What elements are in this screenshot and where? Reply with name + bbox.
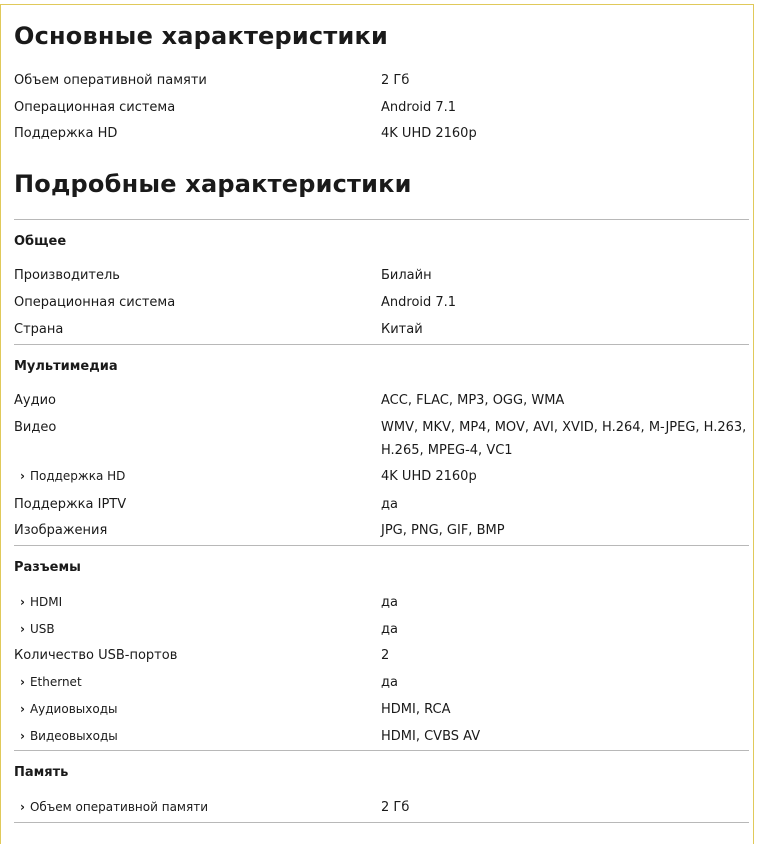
spec-label-expandable[interactable]: › Ethernet: [14, 671, 82, 694]
spec-value: да: [381, 675, 398, 690]
spec-label-expandable[interactable]: › HDMI: [14, 591, 62, 614]
spec-label: Изображения: [14, 523, 108, 538]
spec-label-expandable[interactable]: › Объем оперативной памяти: [14, 796, 208, 819]
spec-value: Android 7.1: [381, 100, 457, 115]
spec-label: Страна: [14, 322, 64, 337]
spec-value: Билайн: [381, 268, 432, 283]
spec-value: 2: [381, 648, 390, 663]
spec-value: 2 Гб: [381, 73, 410, 88]
spec-value: JPG, PNG, GIF, BMP: [381, 523, 505, 538]
spec-label: Поддержка HD: [14, 126, 118, 141]
section-divider: [14, 545, 749, 546]
spec-value: да: [381, 622, 398, 637]
section-title-general: Общее: [14, 234, 67, 249]
spec-value: Китай: [381, 322, 423, 337]
spec-label-expandable[interactable]: › Поддержка HD: [14, 465, 125, 488]
spec-label: Производитель: [14, 268, 120, 283]
spec-value: WMV, MKV, MP4, MOV, AVI, XVID, H.264, M-JPEG, H.263, H.265, MPEG-4, VC1: [381, 420, 747, 458]
section-divider: [14, 822, 749, 823]
spec-label: Операционная система: [14, 295, 176, 310]
spec-value: 2 Гб: [381, 800, 410, 815]
spec-value: 4K UHD 2160p: [381, 126, 477, 141]
spec-label: Видео: [14, 420, 57, 435]
spec-value: да: [381, 595, 398, 610]
spec-label-expandable[interactable]: › USB: [14, 618, 55, 641]
spec-label: Операционная система: [14, 100, 176, 115]
specs-panel: [0, 4, 754, 844]
section-divider: [14, 219, 749, 220]
section-divider: [14, 750, 749, 751]
spec-value: ACC, FLAC, MP3, OGG, WMA: [381, 393, 565, 408]
spec-label-expandable[interactable]: › Аудиовыходы: [14, 698, 117, 721]
spec-value: HDMI, RCA: [381, 702, 451, 717]
section-title-memory: Память: [14, 765, 69, 780]
section-title-connectors: Разъемы: [14, 560, 81, 575]
spec-value: Android 7.1: [381, 295, 457, 310]
spec-value: HDMI, CVBS AV: [381, 729, 481, 744]
main-specs-heading: Основные характеристики: [14, 22, 388, 50]
detail-specs-heading: Подробные характеристики: [14, 170, 412, 198]
section-title-multimedia: Мультимедиа: [14, 359, 118, 374]
spec-label: Аудио: [14, 393, 56, 408]
spec-value: да: [381, 497, 398, 512]
section-divider: [14, 344, 749, 345]
spec-value: 4K UHD 2160p: [381, 469, 477, 484]
spec-label: Количество USB-портов: [14, 648, 178, 663]
spec-label-expandable[interactable]: › Видеовыходы: [14, 725, 118, 748]
spec-label: Поддержка IPTV: [14, 497, 127, 512]
spec-label: Объем оперативной памяти: [14, 73, 207, 88]
